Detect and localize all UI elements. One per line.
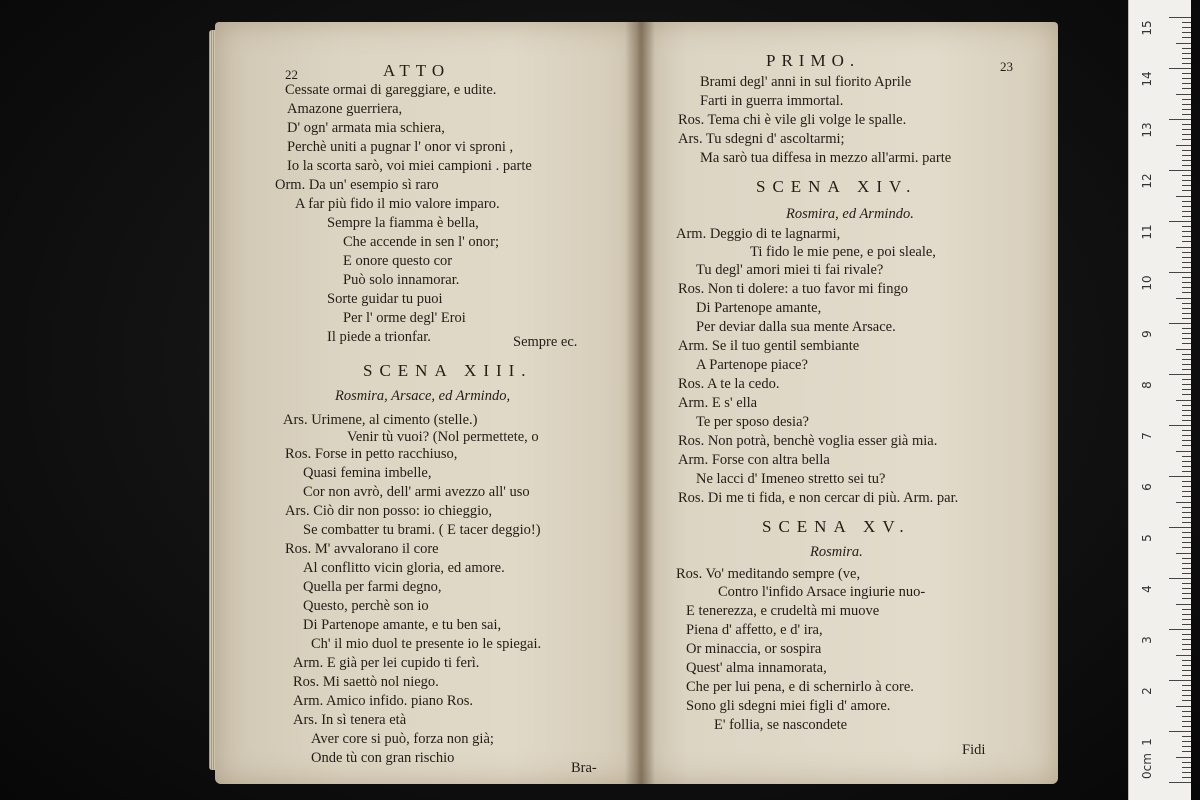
text-line: Piena d' affetto, e d' ira,	[686, 622, 823, 638]
ruler-tick	[1182, 563, 1191, 564]
ruler-tick	[1182, 394, 1191, 395]
scene-title: SCENA XIII.	[363, 361, 533, 380]
ruler-tick	[1182, 440, 1191, 441]
ruler-tick	[1182, 241, 1191, 242]
text-line: A far più fido il mio valore imparo.	[295, 196, 500, 212]
ruler-tick	[1182, 226, 1191, 227]
text-line: Ch' il mio duol te presente io le spiegai.	[311, 636, 542, 652]
ruler-tick	[1182, 211, 1191, 212]
aria-line: Che accende in sen l' onor;	[343, 234, 500, 250]
ruler-tick	[1182, 746, 1191, 747]
ruler-number: 5	[1140, 534, 1154, 542]
open-book	[215, 22, 1060, 784]
ruler-tick	[1182, 282, 1191, 283]
ruler-tick	[1182, 185, 1191, 186]
ruler-tick	[1182, 644, 1191, 645]
text-line: Onde tù con gran rischio	[311, 750, 455, 766]
text-line: Ros. Mi saettò nol niego.	[293, 674, 439, 690]
ruler-tick	[1169, 323, 1191, 324]
ruler-tick	[1182, 150, 1191, 151]
ruler-tick	[1182, 216, 1191, 217]
ruler-number: 12	[1140, 173, 1154, 189]
scene-title: SCENA XIV.	[756, 177, 918, 196]
text-line: Orm. Da un' esempio sì raro	[275, 177, 439, 193]
aria-line: Sorte guidar tu puoi	[327, 291, 443, 307]
ruler-tick	[1182, 343, 1191, 344]
ruler-tick	[1182, 690, 1191, 691]
ruler-tick	[1182, 588, 1191, 589]
aria-line: Per l' orme degl' Eroi	[343, 310, 466, 326]
ruler-tick	[1182, 53, 1191, 54]
text-line: Ars. Urimene, al cimento (stelle.)	[283, 412, 478, 428]
ruler-number: 7	[1140, 432, 1154, 440]
running-header: PRIMO.	[766, 51, 861, 70]
ruler-number: 1	[1140, 738, 1154, 746]
page-number: 22	[285, 67, 298, 82]
aria-line: Sempre la fiamma è bella,	[327, 215, 479, 231]
ruler-tick	[1176, 145, 1191, 146]
ruler-tick	[1169, 782, 1191, 783]
ruler-tick	[1182, 354, 1191, 355]
ruler-tick	[1182, 532, 1191, 533]
aria-line: Può solo innamorar.	[343, 272, 460, 288]
ruler-tick	[1182, 435, 1191, 436]
text-line: Di Partenope amante,	[696, 300, 822, 316]
ruler-number: 6	[1140, 483, 1154, 491]
ruler-tick	[1182, 292, 1191, 293]
ruler-tick	[1182, 139, 1191, 140]
ruler-tick	[1182, 558, 1191, 559]
ruler-tick	[1169, 527, 1191, 528]
ruler-number: 10	[1140, 275, 1154, 291]
ruler-tick	[1176, 604, 1191, 605]
ruler-tick	[1182, 649, 1191, 650]
scene-cast: Rosmira, ed Armindo.	[786, 206, 914, 222]
ruler-tick	[1182, 333, 1191, 334]
ruler-tick	[1182, 762, 1191, 763]
text-line: Cessate ormai di gareggiare, e udite.	[285, 82, 497, 98]
ruler-tick	[1182, 420, 1191, 421]
ruler-tick	[1182, 598, 1191, 599]
text-line: Amazone guerriera,	[287, 101, 403, 117]
ruler-tick	[1182, 721, 1191, 722]
text-line: Brami degl' anni in sul fiorito Aprile	[700, 74, 912, 90]
text-line: Te per sposo desia?	[696, 414, 809, 430]
ruler-tick	[1182, 201, 1191, 202]
text-line: Tu degl' amori miei ti fai rivale?	[696, 262, 884, 278]
ruler-tick	[1182, 695, 1191, 696]
ruler-tick	[1182, 313, 1191, 314]
ruler-tick	[1182, 568, 1191, 569]
ruler-tick	[1182, 767, 1191, 768]
ruler-tick	[1182, 716, 1191, 717]
ruler-tick	[1182, 517, 1191, 518]
running-header: ATTO	[383, 61, 451, 80]
ruler-tick	[1182, 496, 1191, 497]
scene-cast: Rosmira, Arsace, ed Armindo,	[335, 388, 511, 404]
ruler-tick	[1182, 58, 1191, 59]
ruler-tick	[1182, 471, 1191, 472]
ruler-tick	[1182, 175, 1191, 176]
ruler-tick	[1182, 547, 1191, 548]
ruler-number: 15	[1140, 20, 1154, 36]
text-line: E tenerezza, e crudeltà mi muove	[686, 603, 880, 619]
ruler-tick	[1182, 262, 1191, 263]
ruler-tick	[1169, 680, 1191, 681]
ruler-tick	[1176, 502, 1191, 503]
ruler-tick	[1182, 338, 1191, 339]
ruler-tick	[1176, 298, 1191, 299]
text-line: Ros. M' avvalorano il core	[285, 541, 439, 557]
ruler-tick	[1169, 476, 1191, 477]
ruler-tick	[1182, 609, 1191, 610]
ruler-tick	[1182, 542, 1191, 543]
ruler-tick	[1182, 252, 1191, 253]
ruler-tick	[1176, 400, 1191, 401]
text-line: Aver core si può, forza non già;	[311, 731, 494, 747]
text-line: Per deviar dalla sua mente Arsace.	[696, 319, 896, 335]
text-line: Che per lui pena, e di schernirlo à core.	[686, 679, 914, 695]
ruler-tick	[1182, 287, 1191, 288]
ruler-tick	[1176, 553, 1191, 554]
ruler-tick	[1182, 231, 1191, 232]
ruler-tick	[1182, 736, 1191, 737]
ruler-tick	[1176, 43, 1191, 44]
catchword: Bra-	[571, 760, 597, 776]
text-line: Quella per farmi degno,	[303, 579, 442, 595]
ruler-tick	[1182, 27, 1191, 28]
ruler-tick	[1182, 670, 1191, 671]
ruler-tick	[1182, 537, 1191, 538]
ruler-tick	[1182, 83, 1191, 84]
text-line: Sempre ec.	[513, 334, 578, 350]
ruler-number: 2	[1140, 687, 1154, 695]
ruler-tick	[1176, 94, 1191, 95]
ruler-number: 3	[1140, 636, 1154, 644]
ruler-tick	[1176, 655, 1191, 656]
ruler-tick	[1182, 206, 1191, 207]
ruler-tick	[1169, 629, 1191, 630]
text-line: Ros. Non ti dolere: a tuo favor mi fingo	[678, 281, 908, 297]
measuring-ruler	[1128, 0, 1191, 800]
scene-cast: Rosmira.	[810, 544, 863, 560]
text-line: A Partenope piace?	[696, 357, 808, 373]
ruler-tick	[1182, 573, 1191, 574]
ruler-tick	[1182, 415, 1191, 416]
ruler-tick	[1182, 384, 1191, 385]
ruler-tick	[1182, 430, 1191, 431]
ruler-tick	[1182, 593, 1191, 594]
ruler-tick	[1182, 114, 1191, 115]
text-line: Quasi femina imbelle,	[303, 465, 432, 481]
text-line: Arm. Deggio di te lagnarmi,	[676, 226, 841, 242]
text-line: Ars. Ciò dir non posso: io chieggio,	[285, 503, 493, 519]
book-gutter	[625, 22, 655, 784]
ruler-tick	[1182, 466, 1191, 467]
ruler-tick	[1176, 451, 1191, 452]
ruler-tick	[1182, 303, 1191, 304]
ruler-tick	[1182, 481, 1191, 482]
ruler-tick	[1182, 624, 1191, 625]
ruler-tick	[1182, 124, 1191, 125]
ruler-tick	[1182, 73, 1191, 74]
ruler-tick	[1169, 731, 1191, 732]
ruler-tick	[1182, 772, 1191, 773]
text-line: Arm. E già per lei cupido ti ferì.	[293, 655, 480, 671]
text-line: Arm. Se il tuo gentil sembiante	[678, 338, 860, 354]
ruler-tick	[1182, 129, 1191, 130]
ruler-tick	[1182, 675, 1191, 676]
text-line: D' ogn' armata mia schiera,	[287, 120, 445, 136]
ruler-tick	[1182, 486, 1191, 487]
ruler-tick	[1182, 104, 1191, 105]
ruler-tick	[1182, 78, 1191, 79]
ruler-tick	[1169, 374, 1191, 375]
text-line: Questo, perchè son io	[303, 598, 429, 614]
scene-title: SCENA XV.	[762, 517, 911, 536]
ruler-number: 11	[1140, 224, 1154, 240]
ruler-tick	[1182, 389, 1191, 390]
ruler-number: 4	[1140, 585, 1154, 593]
ruler-tick	[1182, 410, 1191, 411]
text-line: E' follia, se nascondete	[714, 717, 848, 733]
ruler-tick	[1182, 379, 1191, 380]
ruler-tick	[1182, 660, 1191, 661]
ruler-tick	[1182, 359, 1191, 360]
ruler-number: 9	[1140, 330, 1154, 338]
ruler-tick	[1182, 369, 1191, 370]
ruler-tick	[1182, 634, 1191, 635]
text-line: Quest' alma innamorata,	[686, 660, 827, 676]
text-line: Cor non avrò, dell' armi avezzo all' uso	[303, 484, 530, 500]
ruler-tick	[1182, 777, 1191, 778]
ruler-number: 13	[1140, 122, 1154, 138]
text-line: Ti fido le mie pene, e poi sleale,	[750, 244, 936, 260]
ruler-tick	[1182, 267, 1191, 268]
ruler-tick	[1182, 160, 1191, 161]
ruler-tick	[1182, 134, 1191, 135]
ruler-tick	[1182, 308, 1191, 309]
ruler-tick	[1182, 257, 1191, 258]
ruler-tick	[1182, 155, 1191, 156]
ruler-tick	[1169, 221, 1191, 222]
text-line: Ros. Non potrà, benchè voglia esser già mia.	[678, 433, 938, 449]
ruler-tick	[1176, 349, 1191, 350]
text-line: Di Partenope amante, e tu ben sai,	[303, 617, 502, 633]
text-line: Ros. Tema chi è vile gli volge le spalle.	[678, 112, 907, 128]
ruler-tick	[1182, 109, 1191, 110]
ruler-tick	[1182, 32, 1191, 33]
text-line: Ars. Tu sdegni d' ascoltarmi;	[678, 131, 845, 147]
ruler-tick	[1182, 190, 1191, 191]
ruler-tick	[1182, 180, 1191, 181]
catchword: Fidi	[962, 742, 986, 758]
ruler-tick	[1182, 48, 1191, 49]
ruler-tick	[1169, 425, 1191, 426]
aria-line: E onore questo cor	[343, 253, 453, 269]
ruler-tick	[1169, 68, 1191, 69]
ruler-tick	[1182, 726, 1191, 727]
text-line: Ros. Di me ti fida, e non cercar di più. Arm. par.	[678, 490, 959, 506]
ruler-tick	[1182, 318, 1191, 319]
ruler-tick	[1176, 706, 1191, 707]
ruler-tick	[1182, 364, 1191, 365]
text-line: Arm. Forse con altra bella	[678, 452, 830, 468]
text-line: Ros. A te la cedo.	[678, 376, 780, 392]
ruler-tick	[1182, 665, 1191, 666]
text-line: Ros. Forse in petto racchiuso,	[285, 446, 458, 462]
text-line: Al conflitto vicin gloria, ed amore.	[303, 560, 505, 576]
ruler-tick	[1182, 328, 1191, 329]
ruler-tick	[1182, 741, 1191, 742]
text-line: Sono gli sdegni miei figli d' amore.	[686, 698, 891, 714]
ruler-tick	[1182, 639, 1191, 640]
text-line: Arm. Amico infido. piano Ros.	[293, 693, 474, 709]
ruler-tick	[1182, 614, 1191, 615]
ruler-tick	[1182, 522, 1191, 523]
ruler-tick	[1182, 512, 1191, 513]
page-number: 23	[1000, 59, 1013, 74]
ruler-tick	[1182, 700, 1191, 701]
ruler-tick	[1182, 491, 1191, 492]
ruler-tick	[1182, 277, 1191, 278]
ruler-number: 14	[1140, 71, 1154, 87]
text-line: Ne lacci d' Imeneo stretto sei tu?	[696, 471, 886, 487]
ruler-tick	[1176, 196, 1191, 197]
ruler-tick	[1169, 170, 1191, 171]
right-page	[638, 22, 1058, 784]
text-line: Se combatter tu brami. ( E tacer deggio!)	[303, 522, 541, 538]
ruler-tick	[1182, 236, 1191, 237]
text-line: Ma sarò tua diffesa in mezzo all'armi. parte	[700, 150, 952, 166]
ruler-tick	[1182, 405, 1191, 406]
ruler-tick	[1182, 63, 1191, 64]
ruler-tick	[1182, 88, 1191, 89]
text-line: Ros. Vo' meditando sempre (ve,	[676, 566, 861, 582]
text-line: Venir tù vuoi? (Nol permettete, o	[347, 429, 539, 445]
ruler-tick	[1176, 247, 1191, 248]
text-line: Ars. In sì tenera età	[293, 712, 407, 728]
ruler-tick	[1182, 22, 1191, 23]
text-line: Contro l'infido Arsace ingiurie nuo-	[718, 584, 926, 600]
ruler-tick	[1182, 711, 1191, 712]
text-line: Perchè uniti a pugnar l' onor vi sproni ,	[287, 139, 514, 155]
ruler-tick	[1182, 37, 1191, 38]
ruler-tick	[1182, 445, 1191, 446]
ruler-tick	[1182, 685, 1191, 686]
ruler-tick	[1182, 461, 1191, 462]
ruler-tick	[1182, 456, 1191, 457]
ruler-tick	[1176, 757, 1191, 758]
ruler-tick	[1182, 751, 1191, 752]
text-line: Io la scorta sarò, voi miei campioni . parte	[287, 158, 532, 174]
ruler-tick	[1182, 507, 1191, 508]
ruler-tick	[1169, 119, 1191, 120]
text-line: Arm. E s' ella	[678, 395, 758, 411]
text-line: Or minaccia, or sospira	[686, 641, 822, 657]
ruler-tick	[1169, 578, 1191, 579]
ruler-unit-label: 0cm	[1140, 753, 1154, 779]
left-page	[215, 22, 640, 784]
ruler-tick	[1182, 583, 1191, 584]
ruler-tick	[1182, 99, 1191, 100]
ruler-tick	[1169, 17, 1191, 18]
ruler-tick	[1182, 165, 1191, 166]
ruler-tick	[1182, 619, 1191, 620]
text-line: Farti in guerra immortal.	[700, 93, 844, 109]
aria-line: Il piede a trionfar.	[327, 329, 431, 345]
ruler-number: 8	[1140, 381, 1154, 389]
ruler-tick	[1169, 272, 1191, 273]
